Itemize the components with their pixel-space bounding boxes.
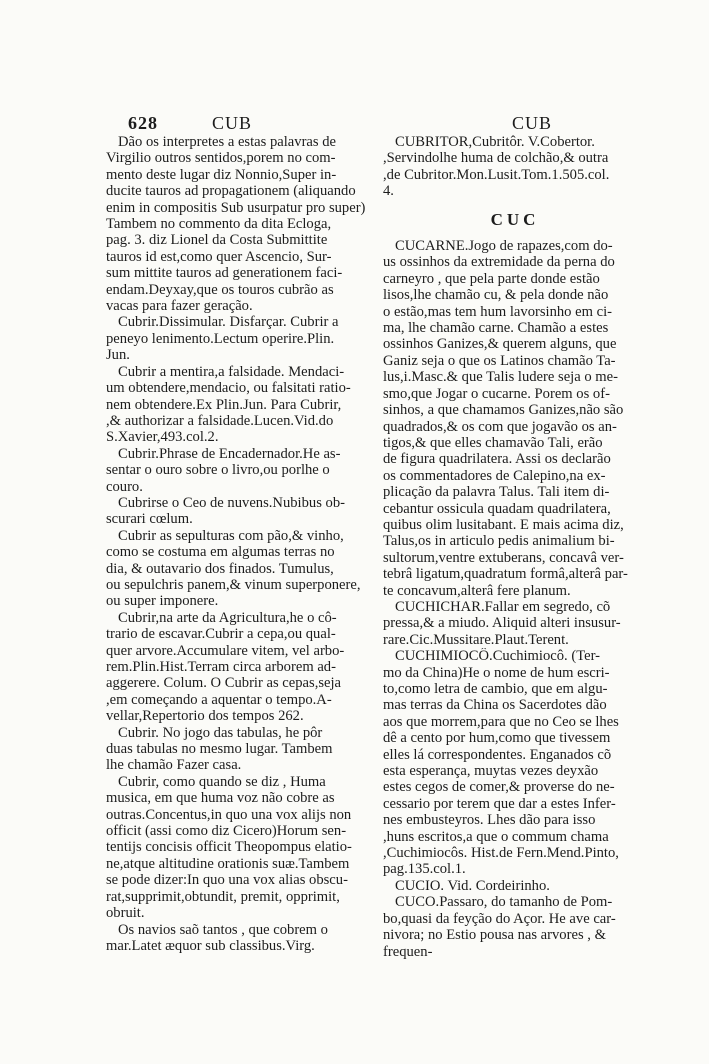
text-line: dia, & outavario dos finados. Tumulus, [106, 560, 334, 577]
text-line: CUCARNE.Jogo de rapazes,com do- [395, 238, 613, 255]
text-line: cessario por terem que dar a estes Infer- [383, 795, 616, 812]
entry-paragraph [106, 134, 366, 314]
entry-paragraph [106, 314, 366, 363]
text-line: de figura quadrilatera. Assi os declarão [383, 451, 611, 468]
text-line: ma, lhe chamão carne. Chamão a estes [383, 320, 609, 337]
text-line: CUCO.Passaro, do tamanho de Pom- [395, 894, 613, 911]
text-line: ,& authorizar a falsidade.Lucen.Vid.do [106, 412, 334, 429]
text-line: mo da China)He o nome de hum escri- [383, 664, 610, 681]
text-line: musica, em que huma voz não cobre as [106, 790, 335, 807]
text-line: rare.Cic.Mussitare.Plaut.Terent. [383, 631, 569, 648]
text-line: plicação da palavra Talus. Tali item di- [383, 484, 610, 501]
text-line: ,Servindolhe huma de colchão,& outra [383, 150, 609, 167]
text-line: enim in compositis Sub usurpatur pro super) [106, 199, 366, 216]
section-heading-cuc: CUC [490, 209, 540, 229]
text-line: outras.Concentus,in quo una vox alijs non [106, 806, 352, 823]
text-line: CUCHICHAR.Fallar em segredo, cõ [395, 598, 611, 615]
entry-paragraph [383, 648, 647, 878]
text-line: aggerere. Colum. O Cubrir as cepas,seja [106, 675, 342, 692]
text-line: mar.Latet æquor sub classibus.Virg. [106, 937, 315, 954]
text-line: lisos,lhe chamão cu, & pela donde não [383, 287, 609, 304]
text-line: Tambem no commento da dita Ecloga, [106, 216, 332, 233]
text-line: Cubrir. No jogo das tabulas, he pôr [118, 724, 323, 741]
text-line: dê a cento por hum,como que tivessem [383, 730, 611, 747]
text-line: Cubrir,na arte da Agricultura,he o cô- [118, 609, 337, 626]
running-head-left: CUB [212, 113, 253, 133]
text-line: Talus,os in articulo pedis animalium bi- [383, 533, 615, 550]
text-line: aos que morrem,para que no Ceo se lhes [383, 713, 619, 730]
text-line: quadrados,& os com que jogavão os an- [383, 418, 617, 435]
text-line: sultorum,ventre extuberans, concavâ ver- [383, 549, 624, 566]
page-number: 628 [128, 113, 158, 133]
text-line: os commentadores de Calepino,na ex- [383, 467, 606, 484]
text-line: tentijs concisis officit Theopompus elatio- [106, 839, 352, 856]
entry-paragraph [383, 878, 647, 894]
text-line: Virgilio outros sentidos,porem no com- [106, 150, 336, 167]
text-line: tauros id est,como quer Ascencio, Sur- [106, 248, 332, 265]
text-line: vacas para fazer geração. [106, 298, 253, 315]
text-line: pressa,& a miudo. Aliquid alteri insusur- [383, 615, 621, 632]
text-line: officit (assi como diz Cicero)Horum sen- [106, 823, 347, 840]
text-line: cebantur ossicula quadam quadrilatera, [383, 500, 611, 517]
text-line: Dão os interpretes a estas palavras de [118, 134, 337, 150]
text-line: quibus olim lusitabant. E mais acima diz, [383, 516, 624, 533]
text-line: us ossinhos da extremidade da perna do [383, 254, 615, 271]
text-line: sinhos, a que chamamos Ganizes,não são [383, 402, 624, 419]
text-line: CUCIO. Vid. Cordeirinho. [395, 877, 550, 894]
text-line: te concavum,alterâ fere planum. [383, 582, 571, 599]
text-line: CUBRITOR,Cubritôr. V.Cobertor. [395, 134, 595, 150]
right-column-top-entries [383, 134, 647, 200]
text-line: pag.135.col.1. [383, 861, 466, 878]
text-line: como se costuma em algumas terras no [106, 544, 335, 561]
text-line: CUCHIMIOCÔ.Cuchimiocô. (Ter- [395, 648, 600, 665]
text-line: pag. 3. diz Lionel da Costa Submittite [106, 232, 328, 249]
text-line: Cubrir a mentira,a falsidade. Mendaci- [118, 363, 345, 380]
text-line: sentar o ouro sobre o livro,ou porlhe o [106, 462, 330, 479]
text-line: ou sepulchris panem,& vinum superponere, [106, 576, 361, 593]
entry-paragraph [106, 774, 366, 922]
text-line: tigos,& que elles chamavão Tali, erão [383, 434, 603, 451]
text-line: trario de escavar.Cubrir a cepa,ou qual- [106, 626, 336, 643]
text-line: elles lá correspondentes. Enganados cõ [383, 746, 612, 763]
text-line: ducite tauros ad propagationem (aliquando [106, 183, 356, 200]
text-line: vellar,Repertorio dos tempos 262. [106, 708, 304, 725]
text-line: tebrâ ligatum,quadratum formâ,alterâ par- [383, 566, 628, 583]
text-line: se pode dizer:In quo una vox alias obscu- [106, 872, 348, 889]
running-head-right: CUB [512, 113, 553, 133]
text-line: to,como letra de cambio, que em algu- [383, 681, 608, 697]
text-line: smo,que Jogar o cucarne. Porem os of- [383, 385, 610, 402]
text-line: Cubrir, como quando se diz , Huma [118, 773, 326, 790]
right-column-entries [383, 238, 647, 960]
entry-paragraph [106, 528, 366, 610]
text-line: rem.Plin.Hist.Terram circa arborem ad- [106, 659, 336, 675]
text-line: ,huns escritos,a que o commum chama [383, 828, 609, 845]
text-line: lus,i.Masc.& que Talis ludere seja o me- [383, 369, 618, 386]
entry-paragraph [106, 725, 366, 774]
text-line: sum mittite tauros ad generationem faci- [106, 265, 343, 282]
text-line: Cubrir.Dissimular. Disfarçar. Cubrir a [118, 314, 339, 331]
text-line: peneyo lenimento.Lectum operire.Plin. [106, 330, 335, 347]
text-line: ,de Cubritor.Mon.Lusit.Tom.1.505.col. [383, 166, 610, 183]
left-column [106, 134, 366, 954]
text-line: mento deste lugar diz Nonnio,Super in- [106, 166, 337, 183]
text-line: lhe chamão Fazer casa. [106, 757, 242, 774]
text-line: Cubrir as sepulturas com pão,& vinho, [118, 527, 344, 544]
entry-paragraph [106, 446, 366, 495]
text-line: 4. [383, 183, 394, 200]
entry-paragraph [383, 134, 647, 200]
text-line: endam.Deyxay,que os touros cubrão as [106, 281, 334, 298]
text-line: rat,supprimit,obtundit, premit, opprimit, [106, 888, 340, 905]
entry-paragraph [106, 364, 366, 446]
text-line: Ganiz seja o que os Latinos chamão Ta- [383, 352, 616, 369]
text-line: mas terras da China os Sacerdotes dão [383, 697, 607, 714]
text-line: ,Cuchimiocôs. Hist.de Fern.Mend.Pinto, [383, 845, 619, 862]
text-line: quer arvore.Accumulare vitem, vel arbo- [106, 642, 345, 659]
text-line: nes embusteyros. Lhes dão para isso [383, 812, 596, 829]
text-line: carneyro , que pela parte donde estão [383, 270, 600, 287]
text-line: duas tabulas no mesmo lugar. Tambem [106, 741, 333, 758]
text-line: ou super imponere. [106, 593, 219, 610]
text-line: Jun. [106, 347, 130, 364]
entry-paragraph [106, 495, 366, 528]
text-line: scurari cœlum. [106, 511, 193, 528]
text-line: um obtendere,mendacio, ou falsitati ratio- [106, 380, 351, 397]
entry-paragraph [106, 922, 366, 955]
text-line: obruit. [106, 905, 145, 922]
entry-paragraph [383, 599, 647, 648]
text-line: nem obtendere.Ex Plin.Jun. Para Cubrir, [106, 396, 342, 413]
text-line: ossinhos Ganizes,& querem alguns, que [383, 336, 617, 353]
text-line: Os navios saõ tantos , que cobrem o [118, 921, 328, 938]
text-line: bo,quasi da feyção do Açor. He ave car- [383, 910, 616, 927]
text-line: estes cegos de comer,& proverse do ne- [383, 779, 615, 796]
text-line: couro. [106, 478, 143, 495]
entry-paragraph [106, 610, 366, 725]
text-line: ,em começando a aquentar o tempo.A- [106, 691, 332, 708]
text-line: esta esperança, muytas vezes deyxão [383, 763, 599, 780]
text-line: Cubrirse o Ceo de nuvens.Nubibus ob- [118, 494, 345, 511]
text-line: frequen- [383, 943, 433, 960]
entry-paragraph [383, 894, 647, 960]
text-line: Cubrir.Phrase de Encadernador.He as- [118, 445, 341, 462]
text-line: ne,atque altitudine orationis suæ.Tambem [106, 855, 350, 872]
text-line: o estão,mas tem hum lavorsinho em ci- [383, 303, 612, 320]
entry-paragraph [383, 238, 647, 599]
text-line: S.Xavier,493.col.2. [106, 429, 219, 446]
right-column [383, 134, 647, 960]
text-line: nivora; no Estio pousa nas arvores , & [383, 927, 606, 944]
